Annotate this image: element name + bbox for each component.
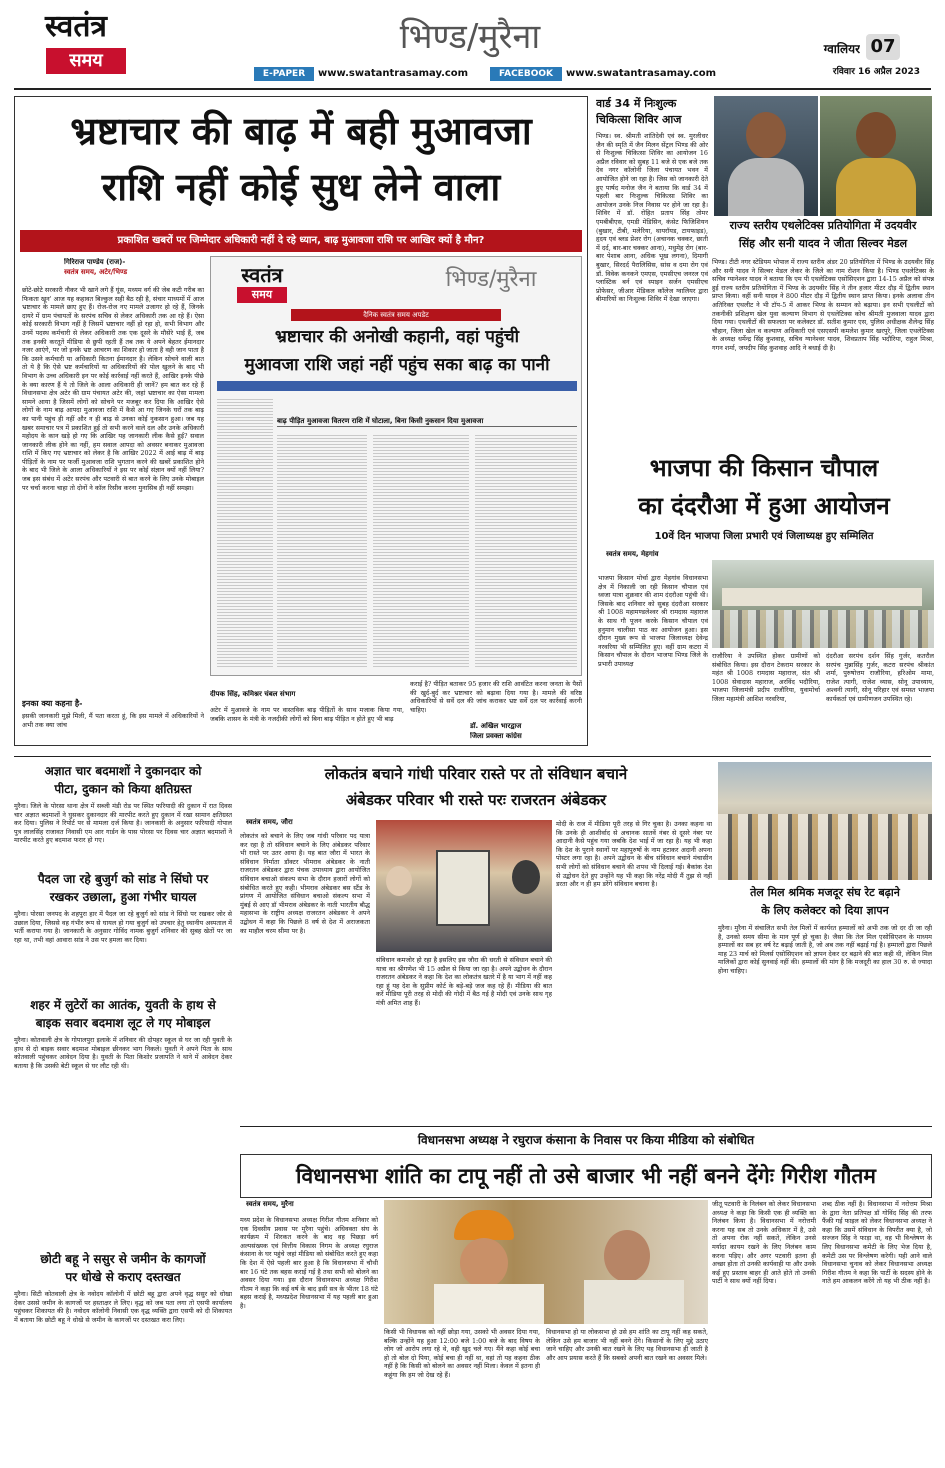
loot-body: मुरैना। कोतवाली क्षेत्र के गोपालपुरा इलाके में शनिवार की दोपहर स्कूल से घर जा रही युवती के हाथ से दो बाइक सवार बदमाश मोबाइल छीनकर भाग निकले। युवती ने अपने पिता के साथ कोतवाली पहुंचकर आवेदन दिया है। युवती के पिता किशोर प्रजापति ने थाने में आवेदन देकर बताया है कि उसकी बेटी स्कूल से घर लौट रही थी। [14,1036,232,1070]
clipping-subhead: बाढ़ पीड़ित मुआवजा वितरण राशि में घोटाला, बिना किसी नुकसान दिया मुआवजा [277,415,577,427]
speaker-kicker: विधानसभा अध्यक्ष ने रघुराज कंसाना के निवास पर किया मीडिया को संबोधित [417,1133,755,1147]
bull-headline-2: रखकर उछाला, हुआ गंभीर घायल [49,890,197,904]
lead-middle-tail: अटेर में मुआवजे के नाम पर वास्तविक बाढ़ पीड़ितों के साथ मजाक किया गया, जबकि शासन के मंत्री के नजदीकी लोगों को बिना बाढ़ पीड़ित न होते हुए भी बाढ़ [210,706,404,723]
health-headline-1: वार्ड 34 में निःशुल्क [596,97,677,110]
newspaper-clipping-image [210,256,582,676]
clipping-text-block-3 [373,433,469,667]
robbery-headline-2: पीटा, दुकान को किया क्षतिग्रस्त [54,782,192,796]
fraud-body: मुरैना। सिटी कोतवाली क्षेत्र के नवोदय कॉलोनी में छोटी बहू द्वारा अपने वृद्ध ससुर को धोखा देकर उससे जमीन के कागजों पर हस्ताक्षर ले लिए। वृद्ध को जब पता लगा तो एसपी कार्यालय पहुंचकर शिकायत की है। नवोदय कॉलोनी निवासी एक वृद्ध व्यक्ति द्वारा एसपी को दी शिकायत में बताया कि छोटी बहू ने धोखे से जमीन के कागजों पर दस्तखत करा लिए। [14,1290,232,1324]
ambedkar-headline-1: लोकतंत्र बचाने गांधी परिवार रास्ते पर तो संविधान बचाने [324,765,628,783]
speaker-top-rule [240,1126,932,1127]
city-label: ग्वालियर [823,42,860,56]
fraud-headline-1: छोटी बहू ने ससुर से जमीन के कागजों [40,1252,206,1266]
ambedkar-body-3: मोदी के राज में मीडिया पूरी तरह से गिर चुका है। उनका कहना था कि उनके ही आशीर्वाद से अचानक सातवें नंबर से दूसरे नंबर पर आदानी कैसे पहुंच गया जबकि देश भाई में जा रहा है। यह भी कहा कि देश के पुराने स्थानों पर महापुरुषों के नाम हटाकर अदानी अपना पोस्टर लगा रहा है। अपने उद्बोधन के बीच संविधान बचाने मंचासीन सभी लोगों को संविधान बचाने की शपथ भी दिलाई गई। बैकांक देश से उद्बोधन देते हुए उन्होंने यह भी कहा कि नरेंद्र मोदी मैं तुझ से नहीं डरता और न ही हम डरेंगे संविधान बचाना है। [556,820,712,889]
logo-bottom-text: समय [46,48,126,74]
lead-quote-head: इनका क्या कहना है- [22,699,83,708]
ambedkar-event-photo [376,820,552,952]
clipping-text-block-1 [217,397,273,667]
clipping-text-block-4 [475,433,577,667]
clipping-blue-strip [217,381,577,391]
oilmill-caption-1: तेल मिल श्रमिक मजदूर संघ रेट बढ़ाने [750,886,900,899]
speaker-byline: स्वतंत्र समय, मुरैना [246,1200,294,1208]
loot-headline-2: बाइक सवार बदमाश लूट ले गए मोबाइल [35,1016,211,1030]
masthead [0,0,945,88]
section-rule-1 [14,756,931,757]
epaper-badge[interactable]: E-PAPER [254,67,314,81]
oilmill-caption-2: के लिए कलेक्टर को दिया ज्ञापन [761,904,889,917]
lead-sign-commissioner: दीपक सिंह, कमिश्नर चंबल संभाग [210,690,296,698]
bjp-headline-1: भाजपा की किसान चौपाल [649,454,879,482]
ambedkar-body-2: संविधान कमजोर हो रहा है इसलिए इस जौरा की धरती से संविधान बचाने की यात्रा का श्रीगणेश भी 15 अप्रैल से किया जा रहा है। अपने उद्बोधन के दौरान राजरतन अंबेडकर ने कहा कि देश का लोकतंत्र खतरे में है या भाग में नहीं कह रहा हूं यह देश के सुप्रीम कोर्ट के बड़े-बड़े जज कह रहे हैं। मीडिया की बात करें मीडिया पूरी तरह से मोदी की गोदी में बैठ गई है मोदी एवं उनके साथ गृह मंत्री अमित शाह हैं। [376,956,552,1007]
health-body: भिण्ड। स्व. श्रीमती शांतिदेवी एवं स्व. मुरलीधर जैन की स्मृति में जैन मिलन सेंट्रल भिण्ड की ओर से निःशुल्क चिकित्सा शिविर का आयोजन 16 अप्रैल रविवार को सुबह 11 बजे से एक बजे तक देव नगर कॉलोनी जिला पंचायत भवन में आयोजित होने जा रहा है। जिस को जानकारी देते हुए पार्षद मनोज जैन ने बताया कि वार्ड 34 में पहली बार निःशुल्क चिकित्सा शिविर का आयोजन उनके निज निवास पर होने जा रहा है। शिविर में डॉ. रोहित प्रताप सिंह तोमर एमबीबीएस, एमडी मेडिसिन, कंसेट फिजिशियन (बुखार, टीबी, मलेरिया, थायरॉयड, टायफाइड), हृदय एवं ब्लड प्रेशर रोग (अचानक चक्कर, छाती में दर्द, बार-बार चक्कर आना), मधुमेह रोग (बार-बार पेशाब आना, अधिक भूख लगना), दिमागी बुखार, सिरदर्द पैरालिसिस, सांस व दमा रोग एवं डॉ. विवेक कनकने एमएस, एमसीएच जनरल एवं प्लास्टिक बर्न एवं स्पाइन सर्जन एमसीएच प्रोफेसर, जीआर मेडिकल कॉलेज ग्वालियर द्वारा बीमारियों का निःशुल्क शिविर में देखा जाएगा। [596,132,708,304]
speaker-body-4: जीतू पटवारी के निलंबन को लेकर विधानसभा अध्यक्ष ने कहा कि किसी एक ही व्यक्ति का निलंबन किया है। विधानसभा में नरोत्तमी करना यह सब तो उनके अधिकार में है, उसे तो अपना रोक नहीं सकते, लेकिन उनसे मर्यादा कायम रखने के लिए निलंबन काम करना पड़िए। और अगर पटवारी इतना ही अच्छा होता तो उनकी कार्यवाही या और उनके कई हुए प्रस्ताव बाहर ही आते होते तो उनकी पार्टी ने साथ क्यों नहीं दिया। [712,1200,816,1286]
facebook-badge[interactable]: FACEBOOK [490,67,562,81]
health-headline-2: चिकित्सा शिविर आज [596,113,682,126]
logo-top-text: स्वतंत्र [44,9,107,44]
epaper-url-link[interactable]: www.swatantrasamay.com [318,68,469,79]
ambedkar-byline: स्वतंत्र समय, जौरा [246,818,293,826]
brand-logo[interactable] [16,8,136,82]
lead-quote-continued: कराई है? पीड़ित बताकर 95 हजार की राशि आवंटित करना जनता के पैसों की खुर्द-बुर्द कर भ्रष्टाचार को बढ़ावा दिया गया है। मामले की वरिष्ठ अधिकारियों से सर्वे दल की जांच कराकर भ्रष्ट सर्वे दल पर कार्रवाई करनी चाहिए। [410,680,582,714]
athlete-photo-right [820,96,932,216]
clipping-headline-1: भ्रष्टाचार की अनोखी कहानी, वहां पहुंची [274,327,520,347]
lead-headline-line-2: राशि नहीं कोई सुध लेने वाला [101,165,501,209]
page-number: 07 [866,34,900,60]
bjp-headline-2: का दंदरौआ में हुआ आयोजन [638,492,890,520]
bjp-body-3: दंदरौआ सरपंच दर्शन सिंह गुर्जर, कतरौल सरपंच मुन्नासिंह गुर्जर, कटरा सरपंच श्रीकांत शर्मा, पुरुषोत्तम राजौरिया, हरिओम मामा, राजेश त्यागी, राजेश व्यास, सोनू उपाध्याय, अश्वनी त्यागी, सोनू परिहार एवं समस्त भाजपा कार्यकर्ता एवं ग्रामीणजन उपस्थित रहे। [826,652,934,703]
lead-subhead-banner: प्रकाशित खबरों पर जिम्मेदार अधिकारी नहीं दे रहे ध्यान, बाढ़ मुआवजा राशि पर आखिर क्यों है मौन? [20,230,582,252]
bull-body: मुरैना। पोरसा जनपद के शहपुरा हार में पैदल जा रहे बुजुर्ग को सांड ने सिंघो पर रखकर जोर से उछाल दिया, जिससे वह गंभीर रूप से घायल हो गया बुजुर्ग को उपचार हेतु स्थानीय अस्पताल में भर्ती कराया गया है। जानकारी के अनुसार गोविंद नामक बुजुर्ग शनिवार की सुबह खेतों पर जा रहा था, तभी वहां आवारा सांड ने उस पर हमला कर दिया। [14,910,232,944]
ambedkar-body-1: लोकतंत्र को बचाने के लिए जब गांधी परिवार पद यात्रा कर रहा है तो संविधान बचाने के लिए अंबेडकर परिवार भी रास्ते पर उतर आया है। यह बात जौरा में भारत के संविधान निर्माता डॉक्टर भीमराव अंबेडकर के नाती राजरतन अंबेडकर द्वारा पंचक उपाध्याय द्वारा आयोजित संविधान बचाओ संकल्प सभा के दौरान हजारों लोगों को संबोधित करते हुए कही। भीमराव अंबेडकर बस स्टैंड के प्रांगण में आयोजित संविधान बचाओ संकल्प सभा में मुंबई से आए डॉ भीमराव अंबेडकर के नाती भारतीय बौद्ध महासभा के राष्ट्रीय अध्यक्ष राजरतन अंबेडकर ने अपने उद्बोधन में कहा कि पिछले 8 वर्ष से देश में अराजकता का माहौल चरम सीमा पर है। [240,832,370,935]
oilmill-body: मुरैना। मुरैना में संचालित सभी तेल मिलों में कार्यरत हम्मालों को अभी तक जो दर दी जा रही है, उनको समय सीमा के मान पूर्ण हो चुका है। जैसा कि तेल मिल एसोसिएशन के माध्यम हम्मालों का सब हर वर्ष रेट बढ़ाई जाती है, जो अब तक नहीं बढ़ाई गई है। हम्मालों द्वारा पिछले माह 23 मार्च को मिलर्स एसोसिएशन को ज्ञापन देकर दर बढ़ाने की बात कही थी, लेकिन मिल मालिकों द्वारा कोई सुनवाई नहीं की। हम्मालों की मांग है कि मजदूरी का हाल 30 रु. से ज्यादा होना चाहिए। [718,924,932,975]
bjp-body-2: राजौरिया ने उपस्थित होकर ग्रामीणों को संबोधित किया। इस दौरान टेकराम सरकार के महंत श्री 1008 रामदास महाराज, संत श्री 1008 सेवादास महाराज, अरविंद भदौरिया, भाजपा जिलामंत्री प्रदीप राजौरिया, युवामोर्चा जिला महामंत्री आशिश नरवरिया, [712,652,820,703]
lead-headline-line-1: भ्रष्टाचार की बाढ़ में बही मुआवजा [70,109,532,153]
clipping-headline-2: मुआवजा राशि जहां नहीं पहुंच सका बाढ़ का पानी [244,355,550,375]
loot-headline-1: शहर में लुटेरों का आतंक, युवती के हाथ से [30,998,216,1012]
bjp-event-photo [712,560,934,648]
speaker-body-1: मध्य प्रदेश के विधानसभा अध्यक्ष गिरीश गौतम शनिवार को एक दिवसीय प्रवास पर मुरैना पहुंचे। अधिवक्ता संघ के कार्यक्रम में शिरकत करने के बाद वह पिछड़ा वर्ग अल्पसंख्यक एवं वित्तीय विकास निगम के अध्यक्ष रघुराज कंसाना के घर पहुंचे जहां मीडिया को संबोधित करते हुए कहा कि देश में ऐसे पहली बार हुआ है कि विधानसभा में चौथी बार 16 घंटे तक बहस कराई गई है तथा सभी को बोलने का अवसर दिया गया। इस दौरान विधानसभा अध्यक्ष गिरीश गौतम ने कहा कि कई वर्ष के बाद इसी सत्र के भीतर 18 घंटे बहस कराई है, मध्यप्रदेश विधानसभा में यह पहली बार हुआ है। [240,1216,378,1310]
robbery-headline-1: अज्ञात चार बदमाशों ने दुकानदार को [44,764,202,778]
clipping-text-block-2 [277,433,367,667]
lead-byline: स्वतंत्र समय, अटेर/भिण्ड [64,268,128,276]
clipping-logo-bottom: समय [237,287,287,303]
speaker-body-5: शब्द ठीक नहीं है। विधानसभा में नरोत्तम मिश्रा के द्वारा नेता प्रतिपक्ष डॉ गोविंद सिंह की तरफ फैंकी गई फाइल को लेकर विधानसभा अध्यक्ष ने कहा कि उसमें संविधान के विपरीत क्या है, जो सज्जन सिंह ने फाड़ा था, वह भी विश्लेषण के लिए विधानसभा कमेटी के लिए भेज दिया है, कमेटी उस पर विश्लेषण करेगी। यही आने वाले विधानसभा चुनाव को लेकर विधानसभा अध्यक्ष गिरीश गौतम ने कहा कि पार्टी के सदस्य होने के नाते हम आकलन करेंगे तो यह भी ठीक नहीं है। [822,1200,932,1286]
ambedkar-headline-2: अंबेडकर परिवार भी रास्ते परः राजरतन अंबेडकर [345,791,607,809]
speaker-photo [384,1200,708,1324]
oilmill-protest-photo [718,762,932,880]
speaker-headline: विधानसभा शांति का टापू नहीं तो उसे बाजार भी नहीं बनने देंगेः गिरीश गौतम [296,1164,876,1188]
lead-sign-spokesperson: डॉ. अखिल भारद्वाज [470,722,522,730]
athletics-caption-2: सिंह और सनी यादव ने जीता सिल्वर मेडल [738,237,908,250]
speaker-body-2: किसी भी विधायक को नहीं छोड़ा गया, उसको भी अवसर दिया गया, बल्कि उन्होंने यह हुआ 12:00 बजे 1:00 बजे के बाद विषय के लोग जो आरोप लगा रहे थे, वही खुद चले गए। मैंने कहा कोई बचा हो तो बोल दो पिया, कोई बचा ही नहीं था, वहां तो यह कहना ठीक नहीं है कि किसी को बोलने का अवसर नहीं मिला। केवल में इतना ही कहूंगा कि हम जो देख रहे हैं। [384,1328,540,1379]
lead-sign-role: जिला प्रवक्ता कांग्रेस [470,732,522,740]
lead-quote-body: इसकी जानकारी मुझे मिली, मैं पता करता हूं, कि इस मामले में अधिकारियों ने अभी तक क्या जांच [22,712,204,729]
facebook-url-link[interactable]: www.swatantrasamay.com [566,68,717,79]
athletics-body: भिण्ड। टीटी नगर स्टेडियम भोपाल में राज्य स्तरीय अंडर 20 प्रतियोगिता में भिण्ड के उदयवीर सिंह और सनी यादव ने सिल्वर मेडल लेकर के जिले का नाम रोशन किया है। भिण्ड एथलेटिक्स के सचिव ग्यानेश्वर यादव ने बताया कि एम पी एथलेटिक्स एसोसिएशन द्वारा 14-15 अप्रैल को संपन्न हुई राज्य स्तरीय प्रतियोगिता में भिण्ड के उदयवीर सिंह ने तीन हजार मीटर दौड़ में द्वितीय स्थान प्राप्त किया। वहीं सनी यादव ने 800 मीटर दौड़ में द्वितीय स्थान प्राप्त किया। इनके अलावा तीन अतिरिक्त एथलीट ने भी टॉप-5 में आकर भिण्ड के सम्मान को बढ़ाया। इन सभी एथलीटों को तकनीकी प्रशिक्षण खेल युवा कल्याण विभाग से एथलेटिक्स कोच श्रीमती मुजवाला यादव द्वारा दिया गया। एथलीटों की सफलता पर कलेक्टर डॉ. सतीश कुमार एस, पुलिस अधीक्षक शैलेन्द्र सिंह चौहान, जिला खेल व कल्याण अधिकारी एवं एसएसपी कमलेश कुमार खरपुरे, जिला एथलेटिक्स के अध्यक्ष धर्मेन्द्र सिंह कुशवाह, सचिव ग्यानेश्वर यादव, शिवप्रताप सिंह भदौरिया, राहुल मिश्रा, गगन शर्मा, जयदीप सिंह कुशवाह आदि ने बधाई दी है। [712,258,934,352]
speaker-body-3: विधानसभा हो या लोकसभा हो उसे हम शांति का टापू नहीं कह सकते, लेकिन उसे हम बाजार भी नहीं बनने देंगे। किसानों के लिए मुद्दे उठाए जाने चाहिए और उनकी बात रखने के लिए यह विधानसभा ही जाती है और आप प्रयास करते हैं कि सबको अपनी बात रखने का अवसर मिले। [546,1328,708,1362]
robbery-body: मुरैना। जिले के पोरसा थाना क्षेत्र में सब्जी मंडी रोड पर स्थित फरियादी की दुकान में रात दिवस चार अज्ञात बदमाशों ने घुसकर दुकानदार की मारपीट करते हुए दुकान में रखा सामान क्षतिग्रस्त कर दिया। पुलिस ने रिपोर्ट पर से मामला दर्ज किया है। जानकारी के अनुसार फरियादी गोपाल पुत्र लालसिंह राजावत निवासी एम आर गार्डन के पास पोरसा पर दिवस चार अज्ञात बदमाशों ने मारपीट करते हुए बदमाश फरार हो गए। [14,802,232,845]
lead-reporter: गिरिराज पाण्डेय (राज)- [64,258,126,266]
issue-date: रविवार 16 अप्रैल 2023 [832,67,920,77]
bjp-subhead: 10वें दिन भाजपा जिला प्रभारी एवं जिलाध्यक्ष हुए सम्मिलित [654,531,874,542]
bull-headline-1: पैदल जा रहे बुजुर्ग को सांड ने सिंघो पर [37,872,209,886]
bjp-body-1: भाजपा किसान मोर्चा द्वारा मेहगांव विधानसभा क्षेत्र में निकाली जा रही किसान चौपाल एवं ध्वजा यात्रा शुक्रवार की शाम दंदरौआ पहुंची थी। जिसके बाद शनिवार को सुबह दंदरौआ सरकार श्री 1008 महामण्डलेश्वर श्री रामदास महाराज के साथ गौ पूजन करके किसान चौपाल एवं हनुमान चालीसा पाठ का आयोजन हुआ। इस दौरान मुख्य रूप से भाजपा जिलाध्यक्ष देवेन्द्र नरवरिया भी सम्मिलित हुए। वहीं ग्राम कटरा में किसान चौपाल के दौरान भाजपा भिण्ड जिले के प्रभारी उपाध्यक्ष [598,574,708,668]
masthead-rule [14,88,931,90]
clipping-title: भिण्ड/मुरैना [445,267,537,292]
athlete-photo-left [714,96,818,216]
lead-body: छोटे-छोटे सरकारी नौकर भी खाने लगे हैं घूंस, मध्यम वर्ग की जेब कटी गरीब का फिकता खून' आज यह कहावत बिल्कुल सही बैठ रही है, संचार माध्यमों में आज भ्रष्टाचार के मामले छाए हुए हैं। रोज-रोज नए मामले उजागर हो रहे हैं, जिनके दायरे में ग्राम पंचायतों के सरपंच सचिव से लेकर अधिकारी तक आ रहे हैं। ऐसा कोई सरकारी विभाग नहीं है जिसमें भ्रष्टाचार नहीं हो रहा हो, सभी विभाग और उनमें पदस्थ कर्मचारी से लेकर अधिकारी तक एक दूसरे के मौसेरे भाई हैं, जब तक इनकी करतूतें मीडिया से छुपी रहती हैं तब तक ये अपने बेहतर ईमानदार नजर आएंगे, पर जो इनके भ्रष्ट आचरण का शिकार हो जाता है वही जान पाता है कि उसने कर्मचारी या अधिकारी कितना ईमानदार है। लेकिन सोचने वाली बात तो ये है कि ऐसे भ्रष्ट कर्मचारियों या अधिकारियों की पोल खुलने के बाद भी विभाग के उच्च अधिकारी इन पर कोई कार्रवाई नहीं करते हैं, आखिर इनके पीछे के क्या कारण हैं ये तो जिले के आला अधिकारी ही जानें? हम बात कर रहे हैं विधानसभा क्षेत्र अटेर की ग्राम पंचायत अटेर की, जहां भ्रष्टाचार का ऐसा मामला सामने आया है जिसमें लोगों को सोचने पर मजबूर कर दिया कि आखिर ऐसे लोगों के नाम बाढ़ आपदा मुआवजा राशि में कैसे आ गए जिनके घरों तक बाढ़ का पानी पहुंच ही नहीं और न ही बाढ़ से उनका कोई नुकसान हुआ। जब यह खबर समाचार पत्र में प्रकाशित हुई तो सभी करने वाले दल और उनके अधिकारी महोदय के कान खड़े हो गए कि आखिर यह जानकारी लीक कैसे हुई? सवाल जानकारी लीक होने का नहीं, हम सवाल आपदा को अवसर बनाकर मुआवजा राशि में किए गए भ्रष्टाचार को लेकर है कि आखिर 2022 में आई बाढ़ में बाढ़ पीड़ितों के नाम पर फर्जी मुआवजा राशि भुगतान करने की खबरें प्रकाशित होने के बाद भी जिले के आला अधिकारियों ने इस पर कोई संज्ञान क्यों नहीं लिया? जब इस संबंध में अटेर सरपंच और पटवारी से बात करने के लिए उनके मोबाइल पर चर्चा करना चाहा तो दोनों ने कॉल रिसीव करना मुनासिब ही नहीं समझा। [22,286,204,492]
clipping-tag: दैनिक स्वतंत्र समय अपडेट [291,309,501,321]
fraud-headline-2: पर धोखे से कराए दस्तखत [65,1270,181,1284]
athletics-caption-1: राज्य स्तरीय एथलेटिक्स प्रतियोगिता में उदयवीर [729,219,917,232]
section-title: भिण्ड/मुरैना [399,17,541,57]
bjp-byline: स्वतंत्र समय, मेहगांव [606,550,659,558]
clipping-logo-top: स्वतंत्र [241,263,283,287]
